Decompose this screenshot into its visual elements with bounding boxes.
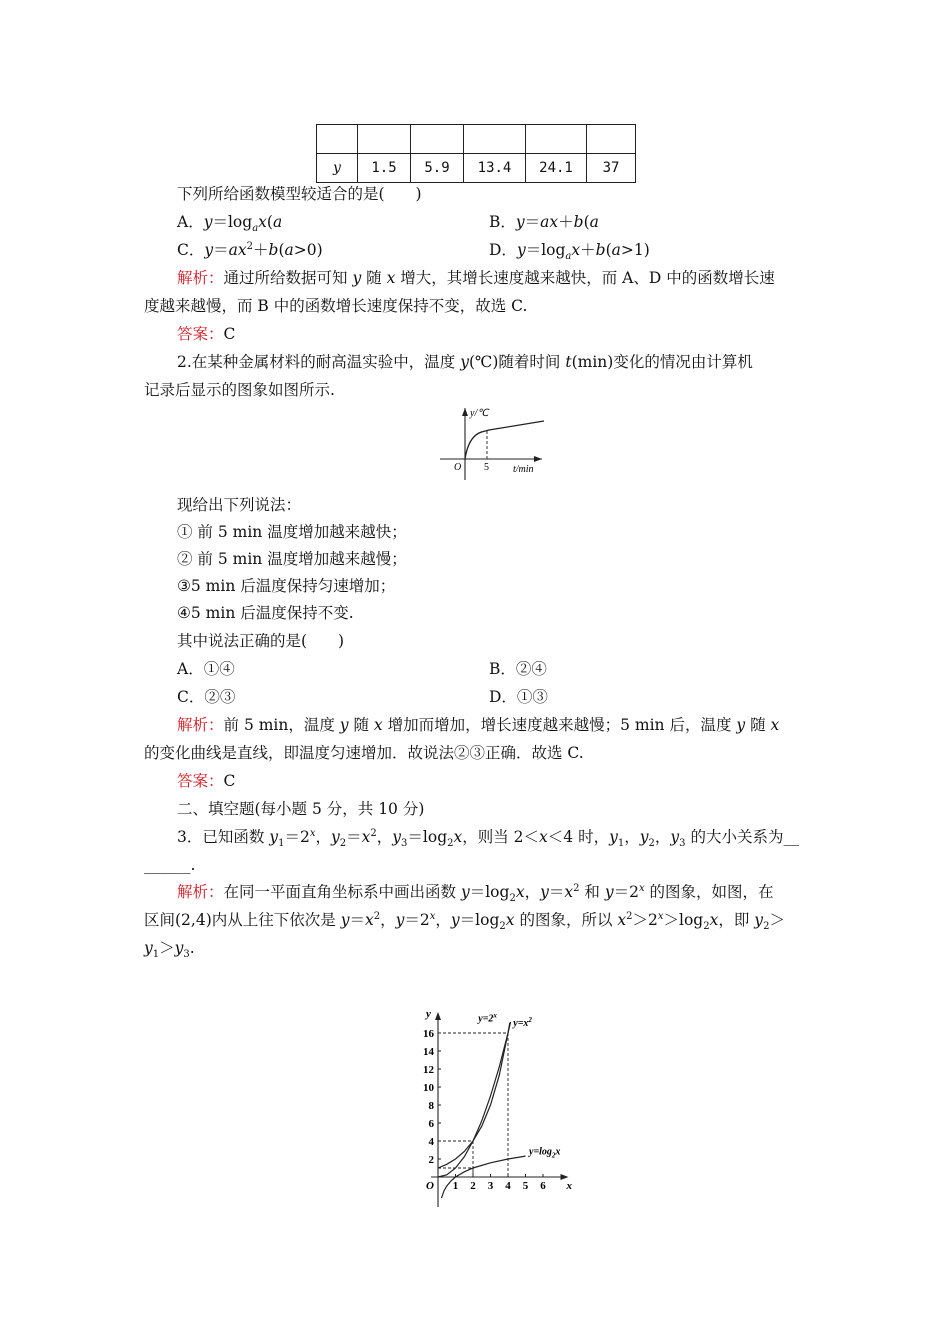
- origin-label: O: [426, 1180, 434, 1192]
- q2-statement-4: ④5 min 后温度保持不变.: [177, 604, 354, 622]
- table-cell: 13.4: [464, 154, 526, 183]
- q1-answer: 答案：C: [177, 325, 236, 343]
- y-tick-label: 12: [423, 1064, 434, 1076]
- q1-analysis-line1: 解析：通过所给数据可知 y 随 x 增大，其增长速度越来越快，而 A、D 中的函数增长速: [177, 269, 775, 287]
- q1-stem: 下列所给函数模型较适合的是( ): [177, 185, 422, 203]
- temperature-graph: [430, 400, 560, 485]
- analysis-label: 解析：: [177, 269, 224, 287]
- series-label-quad: $y=x^2$: [513, 1015, 532, 1029]
- q2-option-b: B．②④: [489, 660, 547, 678]
- q3-stem-line2: ______.: [144, 856, 196, 874]
- q2-statement-1: ① 前 5 min 温度增加越来越快；: [177, 523, 407, 541]
- table-row-y: [317, 154, 636, 183]
- y-tick-label: 2: [428, 1154, 434, 1166]
- tick-label: 5: [484, 462, 489, 473]
- analysis-label: 解析：: [177, 883, 224, 901]
- y-arrow-icon: [462, 408, 468, 416]
- x-tick-label: 5: [522, 1180, 529, 1192]
- q3-stem-line1: 3．已知函数 $y_1=2^x$，$y_2=x^2$，$y_3=\log_2x$，则当 2＜x＜4 时，$y_1$，$y_2$，$y_3$ 的大小关系为__: [177, 827, 799, 850]
- y-tick-label: 8: [428, 1100, 434, 1112]
- x-arrow-icon: [534, 456, 542, 462]
- q2-stem-line1: 2.在某种金属材料的耐高温实验中，温度 y(℃)随着时间 t(min)变化的情况由计算机: [177, 353, 753, 371]
- y-tick-label: 4: [428, 1136, 434, 1148]
- x-tick-label: 3: [487, 1180, 494, 1192]
- y-tick-label: 6: [428, 1118, 434, 1130]
- q1-option-b: B．y＝ax＋b(a: [489, 213, 599, 231]
- y-tick-label: 10: [423, 1082, 434, 1094]
- origin-label: O: [454, 462, 462, 473]
- answer-label: 答案：: [177, 772, 224, 790]
- q2-ask: 其中说法正确的是( ): [177, 632, 345, 650]
- x-tick-label: 6: [540, 1180, 546, 1192]
- q2-analysis-line2: 的变化曲线是直线，即温度匀速增加．故说法②③正确．故选 C.: [144, 744, 584, 762]
- x-tick-label: 4: [505, 1180, 511, 1192]
- series-label-log: $y=\log_2x$: [529, 1146, 561, 1160]
- y-arrow-icon: [435, 1012, 441, 1020]
- section-heading: 二、填空题(每小题 5 分，共 10 分): [177, 800, 425, 818]
- table-cell: 1.5: [358, 154, 411, 183]
- curve-exponential: [438, 1023, 510, 1168]
- y-axis-label: y/℃: [470, 408, 489, 419]
- q1-analysis-line2: 度越来越慢，而 B 中的函数增长速度保持不变，故选 C.: [144, 297, 528, 315]
- answer-label: 答案：: [177, 325, 224, 343]
- q2-stem-line2: 记录后显示的图象如图所示.: [144, 381, 335, 399]
- q2-option-a: A．①④: [177, 660, 235, 678]
- q3-analysis-line1: 解析：在同一平面直角坐标系中画出函数 $y=\log_2x$，$y=x^2$ 和 $y=2^x$ 的图象，如图，在: [177, 882, 774, 905]
- q2-statement-3: ③5 min 后温度保持匀速增加；: [177, 577, 396, 595]
- table-cell: 5.9: [411, 154, 464, 183]
- q3-analysis-line2: 区间(2,4)内从上往下依次是 $y=x^2$，$y=2^x$，$y=\log_2x$ 的图象，所以 $x^2>2^x>\log_2x$，即 $y_2>$: [144, 910, 785, 933]
- table-cell: 37: [587, 154, 636, 183]
- q2-answer: 答案：C: [177, 772, 236, 790]
- q1-option-c: C．$y=ax^2+b(a>0)$: [177, 240, 323, 259]
- q1-option-d: D．$y=\log_ax+b(a>1)$: [489, 241, 650, 263]
- q2-analysis-line1: 解析：前 5 min，温度 y 随 x 增加而增加，增长速度越来越慢；5 min 后，温度 y 随 x: [177, 716, 780, 734]
- q2-option-d: D．①③: [489, 688, 548, 706]
- function-chart: [405, 960, 580, 1210]
- temperature-curve: [465, 421, 544, 459]
- table-row-header: [317, 125, 636, 154]
- table-cell: 24.1: [526, 154, 587, 183]
- x-axis-label: x: [566, 1180, 572, 1192]
- x-axis-label: t/min: [513, 464, 534, 475]
- data-table: [316, 124, 636, 183]
- y-tick-label: 14: [423, 1046, 434, 1058]
- series-label-exp: $y=2^x$: [478, 1011, 497, 1025]
- x-tick-label: 1: [452, 1180, 459, 1192]
- q1-option-a: A．$y=\log_ax(a$: [177, 213, 283, 235]
- y-axis-label: y: [426, 1008, 431, 1020]
- analysis-label: 解析：: [177, 716, 224, 734]
- q2-statement-2: ② 前 5 min 温度增加越来越慢；: [177, 550, 407, 568]
- q2-prompt: 现给出下列说法：: [177, 496, 302, 514]
- q3-analysis-line3: $y_1>y_3$.: [144, 939, 195, 961]
- table-cell-label: y: [317, 154, 358, 183]
- curve-quadratic: [438, 1022, 511, 1177]
- q2-option-c: C．②③: [177, 688, 236, 706]
- y-tick-label: 16: [423, 1028, 434, 1040]
- x-tick-label: 2: [470, 1180, 476, 1192]
